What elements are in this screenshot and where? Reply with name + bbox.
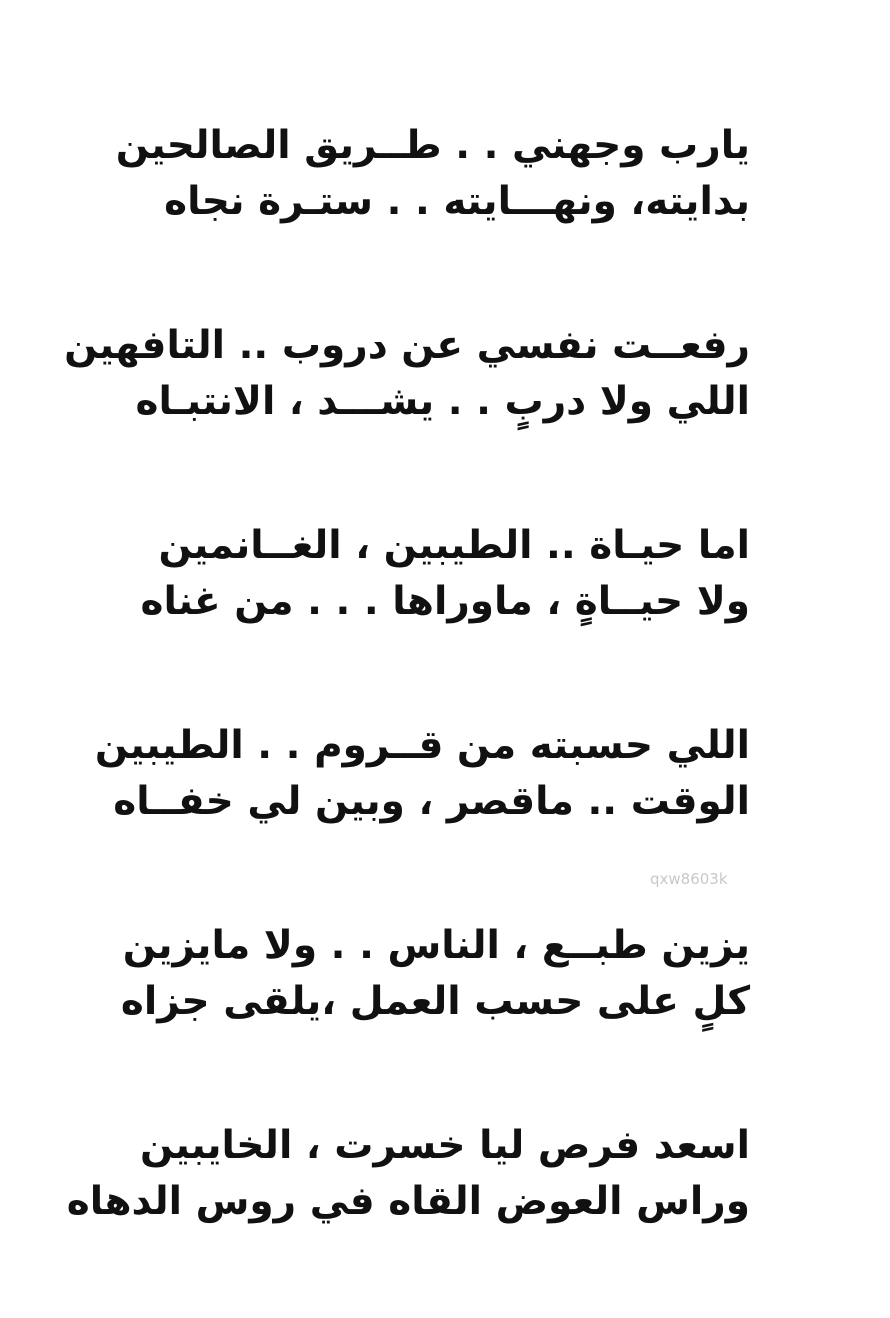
verse-line: الوقت .. ماقصر ، وبين لي خفــاه <box>113 779 750 824</box>
verse-line: اللي حسبته من قــروم . . الطيبين <box>94 723 750 768</box>
verse-line: يارب وجهني . . طــريق الصالحين <box>115 123 750 168</box>
stanza-4 <box>0 718 890 830</box>
poem <box>0 118 890 1318</box>
watermark: qxw8603k <box>650 870 728 888</box>
verse-line: يزين طبــع ، الناس . . ولا مايزين <box>122 923 750 968</box>
stanza-6 <box>0 1118 890 1230</box>
verse-line: اللي ولا دربٍ . . يشـــد ، الانتبـاه <box>135 379 750 424</box>
verse-line: اسعد فرص ليا خسرت ، الخايبين <box>139 1123 750 1168</box>
stanza-3 <box>0 518 890 630</box>
stanza-5 <box>0 918 890 1030</box>
verse-line: بدايته، ونهـــايته . . ستـرة نجاه <box>164 179 750 224</box>
stanza-1 <box>0 118 890 230</box>
verse-line: وراس العوض القاه في روس الدهاه <box>66 1179 750 1224</box>
verse-line: كلٍ على حسب العمل ،يلقى جزاه <box>120 979 750 1024</box>
verse-line: اما حيـاة .. الطيبين ، الغــانمين <box>158 523 750 568</box>
verse-line: رفعــت نفسي عن دروب .. التافهين <box>64 323 750 368</box>
verse-line: ولا حيــاةٍ ، ماوراها . . . من غناه <box>140 579 750 624</box>
stanza-2 <box>0 318 890 430</box>
